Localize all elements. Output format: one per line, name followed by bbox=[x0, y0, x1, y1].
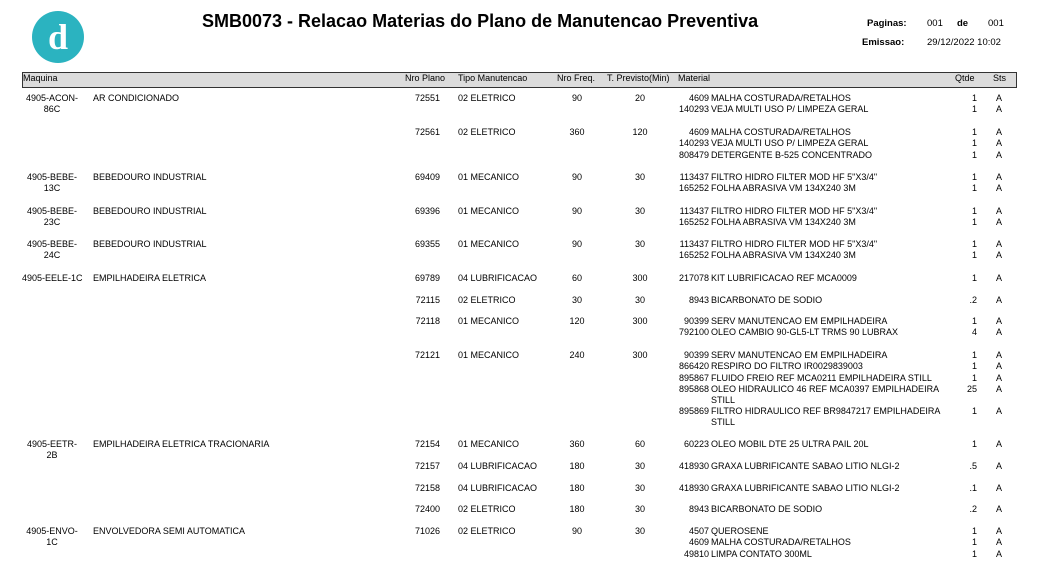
material-code: 792100 bbox=[678, 327, 709, 337]
previsto-value: 60 bbox=[634, 439, 645, 449]
material-sts: A bbox=[995, 138, 1002, 148]
material-code: 895869 bbox=[678, 406, 709, 416]
freq-value: 90 bbox=[571, 172, 582, 182]
page-current: 001 bbox=[927, 18, 943, 29]
material-code: 60223 bbox=[683, 439, 709, 449]
material-sts: A bbox=[995, 439, 1002, 449]
material-sts: A bbox=[995, 316, 1002, 326]
material-qtde: .1 bbox=[969, 483, 977, 493]
material-sts: A bbox=[995, 461, 1002, 471]
machine-desc: BEBEDOURO INDUSTRIAL bbox=[93, 206, 207, 216]
previsto-value: 30 bbox=[634, 504, 645, 514]
material-name: FILTRO HIDRO FILTER MOD HF 5"X3/4" bbox=[711, 172, 878, 182]
previsto-value: 30 bbox=[634, 483, 645, 493]
freq-value: 120 bbox=[569, 316, 585, 326]
material-code: 418930 bbox=[678, 461, 709, 471]
plano-number: 69409 bbox=[414, 172, 440, 182]
material-qtde: 1 bbox=[971, 127, 977, 137]
machine-code: 4905-ENVO- bbox=[26, 526, 78, 536]
tipo-manutencao: 04 LUBRIFICACAO bbox=[458, 273, 538, 283]
company-logo bbox=[32, 11, 84, 63]
tipo-manutencao: 02 ELETRICO bbox=[458, 526, 516, 536]
material-qtde: 1 bbox=[971, 183, 977, 193]
material-qtde: 1 bbox=[971, 273, 977, 283]
material-sts: A bbox=[995, 483, 1002, 493]
de-label: de bbox=[957, 18, 969, 29]
material-sts: A bbox=[995, 350, 1002, 360]
machine-desc: ENVOLVEDORA SEMI AUTOMATICA bbox=[93, 526, 246, 536]
material-name: MALHA COSTURADA/RETALHOS bbox=[711, 537, 851, 547]
material-name: MALHA COSTURADA/RETALHOS bbox=[711, 127, 851, 137]
material-qtde: 1 bbox=[971, 549, 977, 559]
material-name: FILTRO HIDRAULICO REF BR9847217 EMPILHADEIRA STILL bbox=[711, 406, 940, 427]
col-freq: Nro Freq. bbox=[557, 73, 596, 83]
material-code: 418930 bbox=[678, 483, 709, 493]
material-qtde: .5 bbox=[969, 461, 977, 471]
previsto-value: 30 bbox=[634, 295, 645, 305]
material-code: 90399 bbox=[683, 316, 709, 326]
material-qtde: 4 bbox=[971, 327, 977, 337]
material-sts: A bbox=[995, 295, 1002, 305]
material-qtde: 1 bbox=[971, 150, 977, 160]
freq-value: 240 bbox=[569, 350, 585, 360]
freq-value: 90 bbox=[571, 93, 582, 103]
machine-code: 4905-BEBE- bbox=[26, 206, 78, 216]
material-name: FILTRO HIDRO FILTER MOD HF 5"X3/4" bbox=[711, 206, 878, 216]
col-nro-plano: Nro Plano bbox=[405, 73, 446, 83]
material-qtde: 1 bbox=[971, 439, 977, 449]
machine-code: 4905-ACON- bbox=[25, 93, 79, 103]
material-code: 113437 bbox=[679, 172, 709, 182]
material-code: 217078 bbox=[678, 273, 709, 283]
material-sts: A bbox=[995, 250, 1002, 260]
machine-desc: EMPILHADEIRA ELETRICA TRACIONARIA bbox=[93, 439, 270, 449]
material-sts: A bbox=[995, 327, 1002, 337]
material-sts: A bbox=[995, 150, 1002, 160]
plano-number: 69789 bbox=[414, 273, 440, 283]
material-qtde: 1 bbox=[971, 172, 977, 182]
machine-code-cont: 23C bbox=[43, 217, 61, 227]
col-material: Material bbox=[678, 73, 711, 83]
material-code: 4609 bbox=[688, 127, 709, 137]
plano-number: 72121 bbox=[414, 350, 440, 360]
material-name: VEJA MULTI USO P/ LIMPEZA GERAL bbox=[711, 138, 869, 148]
material-code: 165252 bbox=[678, 250, 709, 260]
material-qtde: .2 bbox=[969, 295, 977, 305]
machine-code-cont: 86C bbox=[43, 104, 61, 114]
material-code: 113437 bbox=[679, 239, 709, 249]
col-tipo: Tipo Manutencao bbox=[458, 73, 528, 83]
material-name: FOLHA ABRASIVA VM 134X240 3M bbox=[711, 250, 856, 260]
material-sts: A bbox=[995, 183, 1002, 193]
material-sts: A bbox=[995, 373, 1002, 383]
col-sts: Sts bbox=[993, 73, 1007, 83]
material-code: 4609 bbox=[688, 93, 709, 103]
material-qtde: 1 bbox=[971, 406, 977, 416]
material-name: FLUIDO FREIO REF MCA0211 EMPILHADEIRA STILL bbox=[711, 373, 932, 383]
material-code: 8943 bbox=[688, 504, 709, 514]
tipo-manutencao: 02 ELETRICO bbox=[458, 504, 516, 514]
freq-value: 180 bbox=[569, 483, 585, 493]
material-qtde: 1 bbox=[971, 104, 977, 114]
plano-number: 72115 bbox=[415, 295, 440, 305]
machine-code: 4905-BEBE- bbox=[26, 172, 78, 182]
col-qtde: Qtde bbox=[955, 73, 975, 83]
material-name: VEJA MULTI USO P/ LIMPEZA GERAL bbox=[711, 104, 869, 114]
freq-value: 180 bbox=[569, 461, 585, 471]
material-code: 808479 bbox=[678, 150, 709, 160]
material-qtde: 25 bbox=[966, 384, 977, 394]
material-qtde: 1 bbox=[971, 316, 977, 326]
material-code: 165252 bbox=[678, 183, 709, 193]
machine-code-cont: 1C bbox=[46, 537, 58, 547]
machine-code-cont: 13C bbox=[43, 183, 61, 193]
tipo-manutencao: 02 ELETRICO bbox=[458, 93, 516, 103]
material-sts: A bbox=[995, 273, 1002, 283]
material-name: MALHA COSTURADA/RETALHOS bbox=[711, 93, 851, 103]
emissao-value: 29/12/2022 10:02 bbox=[927, 37, 1001, 48]
machine-desc: BEBEDOURO INDUSTRIAL bbox=[93, 239, 207, 249]
material-sts: A bbox=[995, 217, 1002, 227]
material-qtde: 1 bbox=[971, 239, 977, 249]
material-qtde: 1 bbox=[971, 373, 977, 383]
paginas-label: Paginas: bbox=[867, 18, 907, 29]
machine-desc: BEBEDOURO INDUSTRIAL bbox=[93, 172, 207, 182]
page-total: 001 bbox=[988, 18, 1004, 29]
tipo-manutencao: 04 LUBRIFICACAO bbox=[458, 483, 538, 493]
machine-desc: EMPILHADEIRA ELETRICA bbox=[93, 273, 207, 283]
plano-number: 69396 bbox=[414, 206, 440, 216]
plano-number: 72118 bbox=[415, 316, 440, 326]
material-code: 90399 bbox=[683, 350, 709, 360]
material-sts: A bbox=[995, 406, 1002, 416]
previsto-value: 300 bbox=[632, 273, 648, 283]
material-code: 895868 bbox=[678, 384, 709, 394]
material-code: 866420 bbox=[678, 361, 709, 371]
tipo-manutencao: 01 MECANICO bbox=[458, 239, 520, 249]
material-name: GRAXA LUBRIFICANTE SABAO LITIO NLGI-2 bbox=[711, 461, 900, 471]
material-name: FOLHA ABRASIVA VM 134X240 3M bbox=[711, 183, 856, 193]
previsto-value: 300 bbox=[632, 316, 648, 326]
material-qtde: 1 bbox=[971, 526, 977, 536]
tipo-manutencao: 01 MECANICO bbox=[458, 172, 520, 182]
machine-code: 4905-EETR- bbox=[26, 439, 78, 449]
plano-number: 72561 bbox=[414, 127, 440, 137]
material-name: OLEO CAMBIO 90-GL5-LT TRMS 90 LUBRAX bbox=[711, 327, 899, 337]
material-name: SERV MANUTENCAO EM EMPILHADEIRA bbox=[711, 316, 888, 326]
material-name: LIMPA CONTATO 300ML bbox=[711, 549, 812, 559]
material-sts: A bbox=[995, 172, 1002, 182]
previsto-value: 120 bbox=[632, 127, 648, 137]
tipo-manutencao: 01 MECANICO bbox=[458, 316, 520, 326]
material-qtde: .2 bbox=[969, 504, 977, 514]
freq-value: 90 bbox=[571, 206, 582, 216]
machine-desc: AR CONDICIONADO bbox=[93, 93, 180, 103]
tipo-manutencao: 02 ELETRICO bbox=[458, 295, 516, 305]
freq-value: 60 bbox=[571, 273, 582, 283]
material-name: GRAXA LUBRIFICANTE SABAO LITIO NLGI-2 bbox=[711, 483, 900, 493]
machine-code-cont: 24C bbox=[43, 250, 61, 260]
col-maquina: Maquina bbox=[23, 73, 58, 83]
material-name: OLEO HIDRAULICO 46 REF MCA0397 EMPILHADEIRA STILL bbox=[711, 384, 939, 405]
material-sts: A bbox=[995, 526, 1002, 536]
freq-value: 180 bbox=[569, 504, 585, 514]
previsto-value: 30 bbox=[634, 172, 645, 182]
tipo-manutencao: 01 MECANICO bbox=[458, 206, 520, 216]
tipo-manutencao: 01 MECANICO bbox=[458, 439, 520, 449]
machine-code-cont: 2B bbox=[46, 450, 58, 460]
material-sts: A bbox=[995, 239, 1002, 249]
previsto-value: 30 bbox=[634, 206, 645, 216]
material-code: 165252 bbox=[678, 217, 709, 227]
previsto-value: 300 bbox=[632, 350, 648, 360]
material-code: 895867 bbox=[678, 373, 709, 383]
freq-value: 90 bbox=[571, 526, 582, 536]
tipo-manutencao: 02 ELETRICO bbox=[458, 127, 516, 137]
material-sts: A bbox=[995, 127, 1002, 137]
previsto-value: 30 bbox=[634, 461, 645, 471]
report-title: SMB0073 - Relacao Materias do Plano de Manutencao Preventiva bbox=[202, 11, 759, 31]
plano-number: 72154 bbox=[414, 439, 440, 449]
material-qtde: 1 bbox=[971, 361, 977, 371]
material-sts: A bbox=[995, 93, 1002, 103]
material-sts: A bbox=[995, 504, 1002, 514]
material-code: 8943 bbox=[688, 295, 709, 305]
freq-value: 360 bbox=[569, 439, 585, 449]
material-qtde: 1 bbox=[971, 537, 977, 547]
material-qtde: 1 bbox=[971, 138, 977, 148]
material-name: KIT LUBRIFICACAO REF MCA0009 bbox=[711, 273, 857, 283]
material-name: FOLHA ABRASIVA VM 134X240 3M bbox=[711, 217, 856, 227]
plano-number: 72400 bbox=[414, 504, 440, 514]
plano-number: 71026 bbox=[414, 526, 440, 536]
col-previsto: T. Previsto(Min) bbox=[607, 73, 670, 83]
material-name: BICARBONATO DE SODIO bbox=[711, 295, 823, 305]
material-name: FILTRO HIDRO FILTER MOD HF 5"X3/4" bbox=[711, 239, 878, 249]
material-name: QUEROSENE bbox=[711, 526, 769, 536]
tipo-manutencao: 01 MECANICO bbox=[458, 350, 520, 360]
material-sts: A bbox=[995, 549, 1002, 559]
machine-code: 4905-BEBE- bbox=[26, 239, 78, 249]
material-sts: A bbox=[995, 537, 1002, 547]
previsto-value: 30 bbox=[634, 526, 645, 536]
material-code: 4609 bbox=[688, 537, 709, 547]
logo-letter: d bbox=[47, 17, 69, 57]
previsto-value: 20 bbox=[634, 93, 645, 103]
material-qtde: 1 bbox=[971, 206, 977, 216]
material-sts: A bbox=[995, 384, 1002, 394]
material-name: RESPIRO DO FILTRO IR0029839003 bbox=[711, 361, 863, 371]
material-qtde: 1 bbox=[971, 250, 977, 260]
material-code: 49810 bbox=[683, 549, 709, 559]
machine-code: 4905-EELE-1C bbox=[22, 273, 83, 283]
freq-value: 30 bbox=[571, 295, 582, 305]
emissao-label: Emissao: bbox=[862, 37, 905, 48]
freq-value: 90 bbox=[571, 239, 582, 249]
plano-number: 72157 bbox=[414, 461, 440, 471]
material-code: 140293 bbox=[678, 104, 709, 114]
freq-value: 360 bbox=[569, 127, 585, 137]
material-name: SERV MANUTENCAO EM EMPILHADEIRA bbox=[711, 350, 888, 360]
material-qtde: 1 bbox=[971, 93, 977, 103]
plano-number: 72551 bbox=[414, 93, 440, 103]
plano-number: 69355 bbox=[414, 239, 440, 249]
material-name: BICARBONATO DE SODIO bbox=[711, 504, 823, 514]
material-qtde: 1 bbox=[971, 350, 977, 360]
material-qtde: 1 bbox=[971, 217, 977, 227]
material-code: 113437 bbox=[679, 206, 709, 216]
previsto-value: 30 bbox=[634, 239, 645, 249]
material-sts: A bbox=[995, 361, 1002, 371]
material-name: DETERGENTE B-525 CONCENTRADO bbox=[711, 150, 873, 160]
material-code: 140293 bbox=[678, 138, 709, 148]
tipo-manutencao: 04 LUBRIFICACAO bbox=[458, 461, 538, 471]
material-sts: A bbox=[995, 104, 1002, 114]
material-sts: A bbox=[995, 206, 1002, 216]
material-code: 4507 bbox=[688, 526, 709, 536]
plano-number: 72158 bbox=[414, 483, 440, 493]
material-name: OLEO MOBIL DTE 25 ULTRA PAIL 20L bbox=[711, 439, 869, 449]
